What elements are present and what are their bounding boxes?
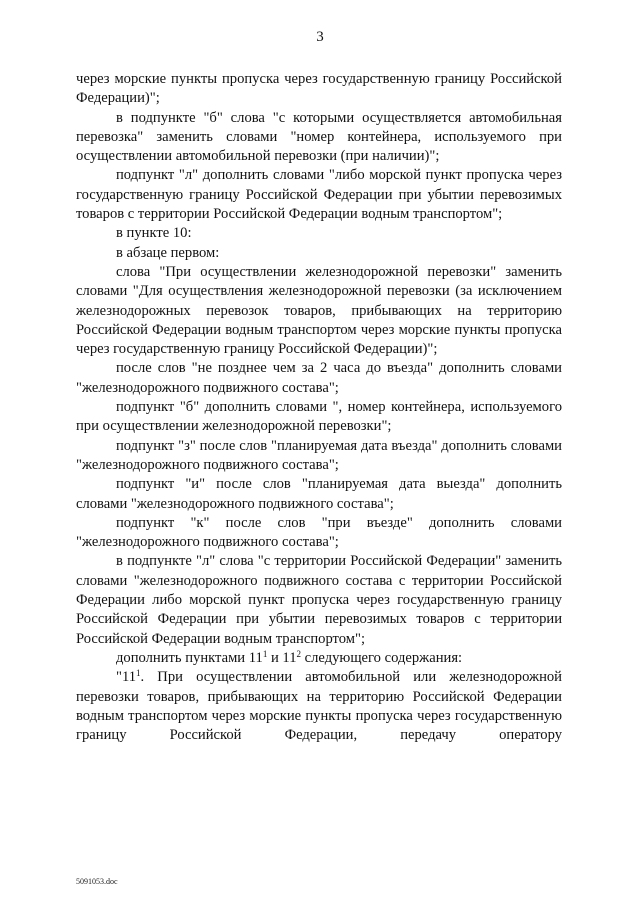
add-points-sup-1: 1 <box>262 648 268 659</box>
paragraph-point-10: в пункте 10: <box>116 225 192 242</box>
add-points-middle: и 11 <box>267 649 297 666</box>
paragraph-subpoint-k: подпункт "к" после слов "при въезде" дополнить словами "железнодорожного подвижного состава"; <box>76 514 562 551</box>
paragraph-first-section: в абзаце первом: <box>116 244 220 261</box>
paragraph-continuation: через морские пункты пропуска через государственную границу Российской Федерации)"; <box>76 71 562 107</box>
paragraph-subpoint-b-rail: подпункт "б" дополнить словами ", номер контейнера, используемого при осуществлении железнодорожной перевозки"; <box>76 399 562 435</box>
paragraph-after-words: после слов "не позднее чем за 2 часа до въезда" дополнить словами "железнодорожного подвижного состава"; <box>76 360 562 396</box>
paragraph-add-points <box>76 649 562 668</box>
paragraph-subpoint-i: подпункт "и" после слов "планируемая дата выезда" дополнить словами "железнодорожного подвижного состава"; <box>76 476 562 512</box>
paragraph-subpoint-b: в подпункте "б" слова "с которыми осуществляется автомобильная перевозка" заменить словами "номер контейнера, используемого при осуществлении автомобильной перевозки (при наличии)"; <box>76 109 562 165</box>
add-points-before: дополнить пунктами 11 <box>116 649 263 666</box>
add-points-after: следующего содержания: <box>301 649 463 666</box>
point-11-1-text: . При осуществлении автомобильной или железнодорожной перевозки товаров, прибывающих на территорию Российской Федерации водным транспортом через морские пункты пропуска через государственную границу Российской Федерации, передачу оператору <box>76 669 562 744</box>
paragraph-subpoint-l-rail: в подпункте "л" слова "с территории Российской Федерации" заменить словами "железнодорожного подвижного состава с территории Российской Федерации либо морской пункт пропуска через государственную границу Российской Федерации при убытии перевозимых товаров с территории Российской Федерации водным транспортом"; <box>76 553 562 647</box>
paragraph-point-11-1 <box>76 668 562 745</box>
paragraph-subpoint-z: подпункт "з" после слов "планируемая дата въезда" дополнить словами "железнодорожного подвижного состава"; <box>76 437 562 473</box>
footer-filename: 5091053.doc <box>76 877 118 886</box>
point-11-1-sup: 1 <box>136 668 141 679</box>
page-number: 3 <box>316 29 324 45</box>
point-11-1-lead: "11 <box>116 669 137 686</box>
paragraph-subpoint-l: подпункт "л" дополнить словами "либо морской пункт пропуска через государственную границу Российской Федерации при убытии перевозимых товаров с территории Российской Федерации водным транспортом"; <box>76 167 562 223</box>
document-body <box>76 70 562 745</box>
add-points-sup-2: 2 <box>296 648 301 659</box>
paragraph-words-replace: слова "При осуществлении железнодорожной перевозки" заменить словами "Для осуществления железнодорожной перевозки (за исключением железнодорожных перевозок товаров, прибывающих на территорию Российской Федерации водным транспортом через морские пункты пропуска через государственную границу Российской Федерации)"; <box>76 263 562 358</box>
